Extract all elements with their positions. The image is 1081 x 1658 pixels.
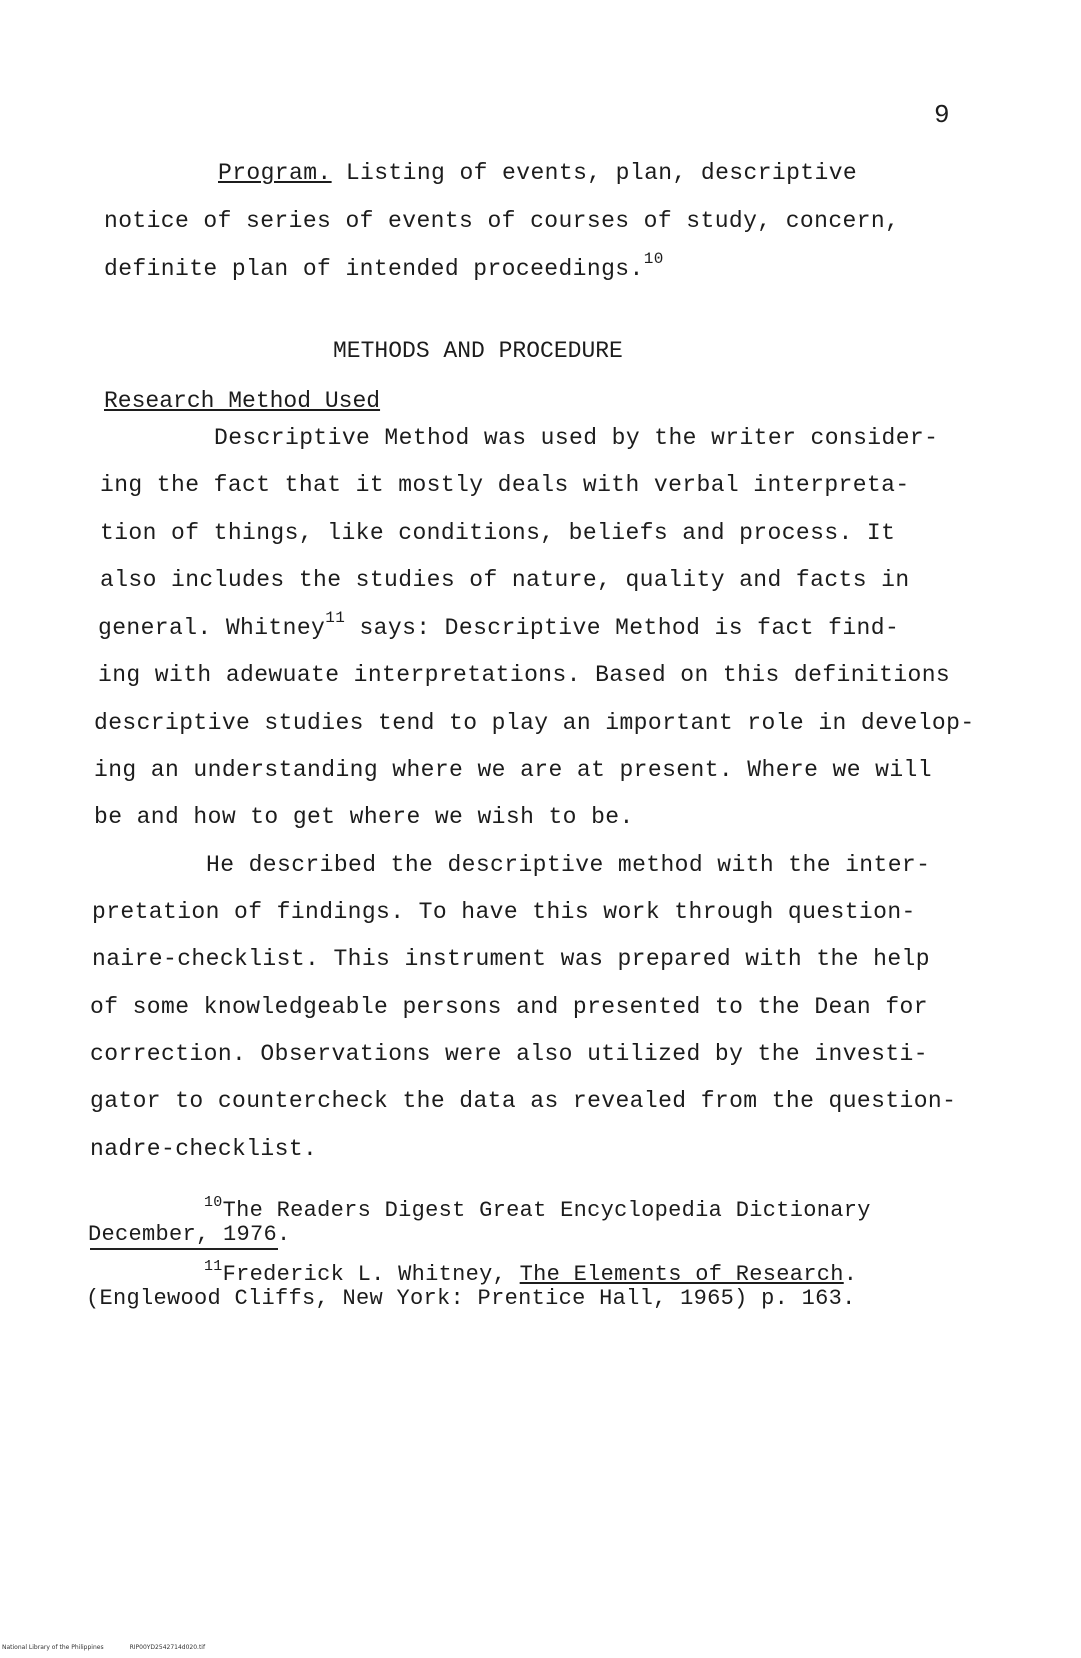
footnote-11-line-2: (Englewood Cliffs, New York: Prentice Hall, 1965) p. 163. — [86, 1286, 856, 1311]
paragraph-2-line-4: of some knowledgeable persons and presented to the Dean for — [90, 994, 928, 1020]
paragraph-1-line-5 — [98, 609, 900, 641]
paragraph-1-line-6: ing with adewuate interpretations. Based on this definitions — [98, 662, 951, 688]
definition-line-2: notice of series of events of courses of study, concern, — [104, 208, 900, 234]
paragraph-1-line-7: descriptive studies tend to play an important role in develop- — [94, 710, 975, 736]
definition-line-1 — [218, 160, 857, 186]
footnote-11-number: 11 — [204, 1258, 223, 1275]
paragraph-1-line-9: be and how to get where we wish to be. — [94, 804, 634, 830]
footnote-10-line-1 — [204, 1194, 871, 1223]
paragraph-1-line-4: also includes the studies of nature, quality and facts in — [100, 567, 910, 593]
paragraph-1-line-1: Descriptive Method was used by the writer consider- — [214, 425, 939, 451]
paragraph-2-line-2: pretation of findings. To have this work through question- — [92, 899, 916, 925]
section-heading: METHODS AND PROCEDURE — [333, 338, 623, 364]
paragraph-1-line-2: ing the fact that it mostly deals with verbal interpreta- — [100, 472, 910, 498]
scan-stamp-library: National Library of the Philippines — [2, 1644, 104, 1651]
paragraph-2-line-6: gator to countercheck the data as revealed from the question- — [90, 1088, 957, 1114]
paragraph-2-line-1: He described the descriptive method with the inter- — [206, 852, 931, 878]
paragraph-2-line-3: naire-checklist. This instrument was prepared with the help — [92, 946, 930, 972]
footnote-11-text-a: Frederick L. Whitney, — [222, 1262, 520, 1287]
footnote-10-number: 10 — [204, 1194, 223, 1211]
footnote-11-line-1 — [204, 1258, 858, 1287]
footnote-10-line-2: December, 1976. — [88, 1222, 291, 1247]
paragraph-1-line-5-b: says: Descriptive Method is fact find- — [345, 615, 900, 641]
definition-line-1-text: Listing of events, plan, descriptive — [331, 160, 858, 186]
subheading: Research Method Used — [104, 388, 381, 414]
definition-line-3-text: definite plan of intended proceedings. — [104, 256, 644, 282]
definition-term: Program. — [218, 160, 332, 186]
paragraph-2-line-5: correction. Observations were also utilized by the investi- — [90, 1041, 928, 1067]
scan-stamp-file-id: RIP00YD2542714d020.tif — [129, 1644, 206, 1651]
paragraph-2-line-7: nadre-checklist. — [90, 1136, 318, 1162]
definition-line-3 — [104, 250, 664, 282]
footnote-ref-10: 10 — [643, 250, 664, 268]
footnote-rule — [90, 1248, 278, 1250]
footnote-11-title: The Elements of Research — [519, 1262, 844, 1287]
scan-stamp — [2, 1644, 231, 1651]
paragraph-1-line-3: tion of things, like conditions, beliefs and process. It — [100, 520, 896, 546]
footnote-10-text: The Readers Digest Great Encyclopedia Dictionary — [222, 1198, 871, 1223]
paragraph-1-line-5-a: general. Whitney — [98, 615, 326, 641]
page-number: 9 — [934, 100, 950, 130]
footnote-11-text-b: . — [843, 1262, 858, 1287]
footnote-ref-11: 11 — [325, 609, 346, 627]
paragraph-1-line-8: ing an understanding where we are at present. Where we will — [94, 757, 932, 783]
